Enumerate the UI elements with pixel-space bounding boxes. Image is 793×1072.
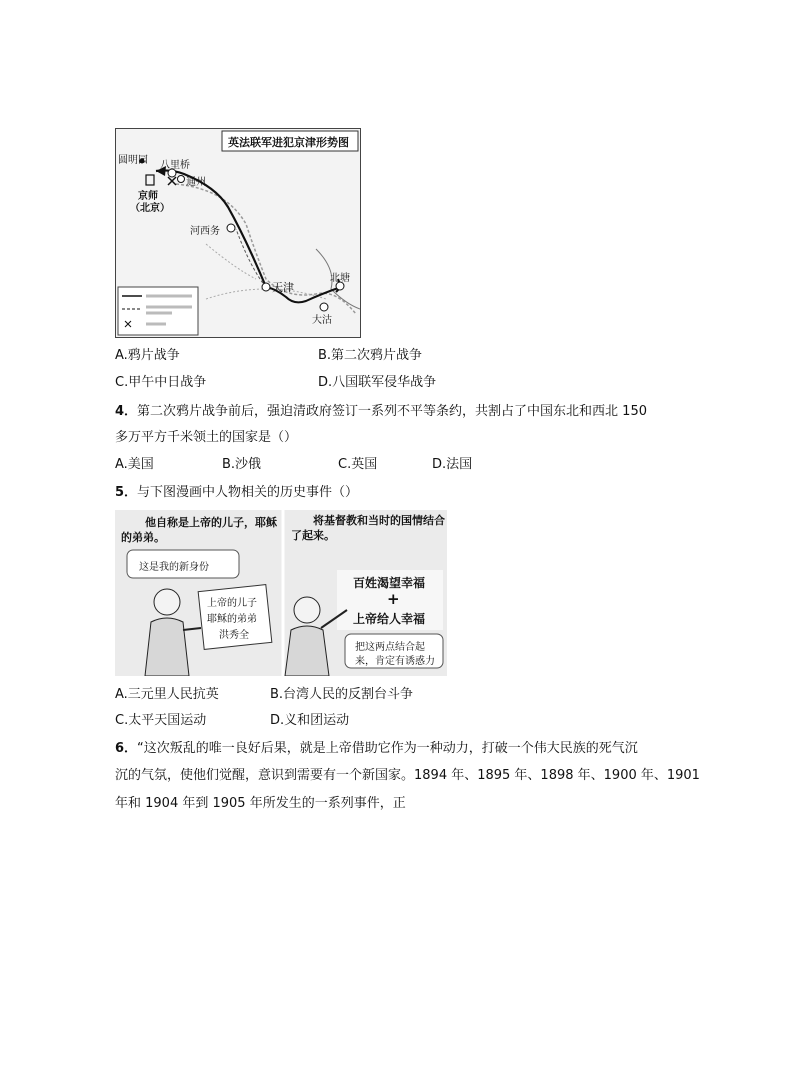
map-label-yuanmingyuan: 圆明园 (118, 155, 148, 166)
map-label-beitang: 北塘 (330, 273, 350, 284)
cartoon-board-2: 上帝给人幸福 (353, 612, 426, 626)
q5-number: 5． (115, 485, 138, 500)
q5-option-a: A.三元里人民抗英 (115, 687, 219, 702)
map-label-balqiao: 八里桥 (160, 160, 190, 171)
q5-option-c: C.太平天国运动 (115, 713, 207, 728)
map-label-beijing: （北京） (130, 203, 170, 214)
map-title: 英法联军进犯京津形势图 (228, 136, 349, 149)
q6-number: 6． (115, 741, 138, 756)
cartoon-right-caption-2: 了起来。 (291, 529, 335, 542)
q6-stem-line1 (115, 741, 638, 757)
q5-text: 与下图漫画中人物相关的历史事件（） (137, 485, 359, 500)
q6-stem-line2: 沉的气氛，使他们觉醒，意识到需要有一个新国家。1894 年、1895 年、1898 年、1900 年、1901 (115, 768, 700, 783)
q4-stem-line2: 多万平方千米领土的国家是（） (115, 430, 298, 445)
map-label-tongzhou: 通州 (186, 177, 206, 188)
cartoon-left-caption-2: 的弟弟。 (121, 531, 165, 544)
q4-option-b: B.沙俄 (222, 457, 262, 472)
cartoon-left-caption-1: 他自称是上帝的儿子，耶稣 (145, 516, 277, 529)
map-figure (115, 128, 361, 338)
map-label-jingshi: 京师 (138, 191, 158, 202)
q6-text-line1: “这次叛乱的唯一良好后果，就是上帝借助它作为一种动力，打破一个伟大民族的死气沉 (137, 741, 638, 756)
cartoon-sign-3: 洪秀全 (219, 630, 249, 641)
cartoon-figure (115, 510, 447, 676)
cartoon-sign-1: 上帝的儿子 (207, 598, 257, 609)
cartoon-right-caption-1: 将基督教和当时的国情结合 (313, 514, 445, 527)
q4-text-line1: 第二次鸦片战争前后，强迫清政府签订一系列不平等条约，共割占了中国东北和西北 150 (137, 404, 647, 419)
q6-stem-line3: 年和 1904 年到 1905 年所发生的一系列事件，正 (115, 796, 406, 811)
map-label-dagu: 大沽 (312, 315, 332, 326)
map-label-tianjin: 天津 (272, 281, 294, 294)
cartoon-right-bubble-2: 来，肯定有诱惑力 (355, 656, 435, 667)
cartoon-board-1: 百姓渴望幸福 (353, 576, 426, 590)
q4-stem-line1 (115, 404, 647, 420)
q3-option-d: D.八国联军侵华战争 (318, 375, 437, 390)
q5-option-d: D.义和团运动 (270, 713, 350, 728)
q4-option-c: C.英国 (338, 457, 378, 472)
cartoon-left-bubble: 这是我的新身份 (139, 562, 209, 573)
q5-stem (115, 485, 358, 501)
q5-option-b: B.台湾人民的反割台斗争 (270, 687, 414, 702)
cartoon-right-bubble-1: 把这两点结合起 (355, 642, 425, 653)
q3-option-b: B.第二次鸦片战争 (318, 348, 423, 363)
q4-option-d: D.法国 (432, 457, 473, 472)
q3-option-a: A.鸦片战争 (115, 348, 180, 363)
map-label-hexiwu: 河西务 (190, 226, 220, 237)
map-drawing (116, 129, 360, 337)
q4-number: 4． (115, 404, 138, 419)
q4-option-a: A.美国 (115, 457, 154, 472)
cartoon-board-plus: + (387, 590, 400, 608)
cartoon-sign-2: 耶稣的弟弟 (207, 614, 257, 625)
q3-option-c: C.甲午中日战争 (115, 375, 207, 390)
